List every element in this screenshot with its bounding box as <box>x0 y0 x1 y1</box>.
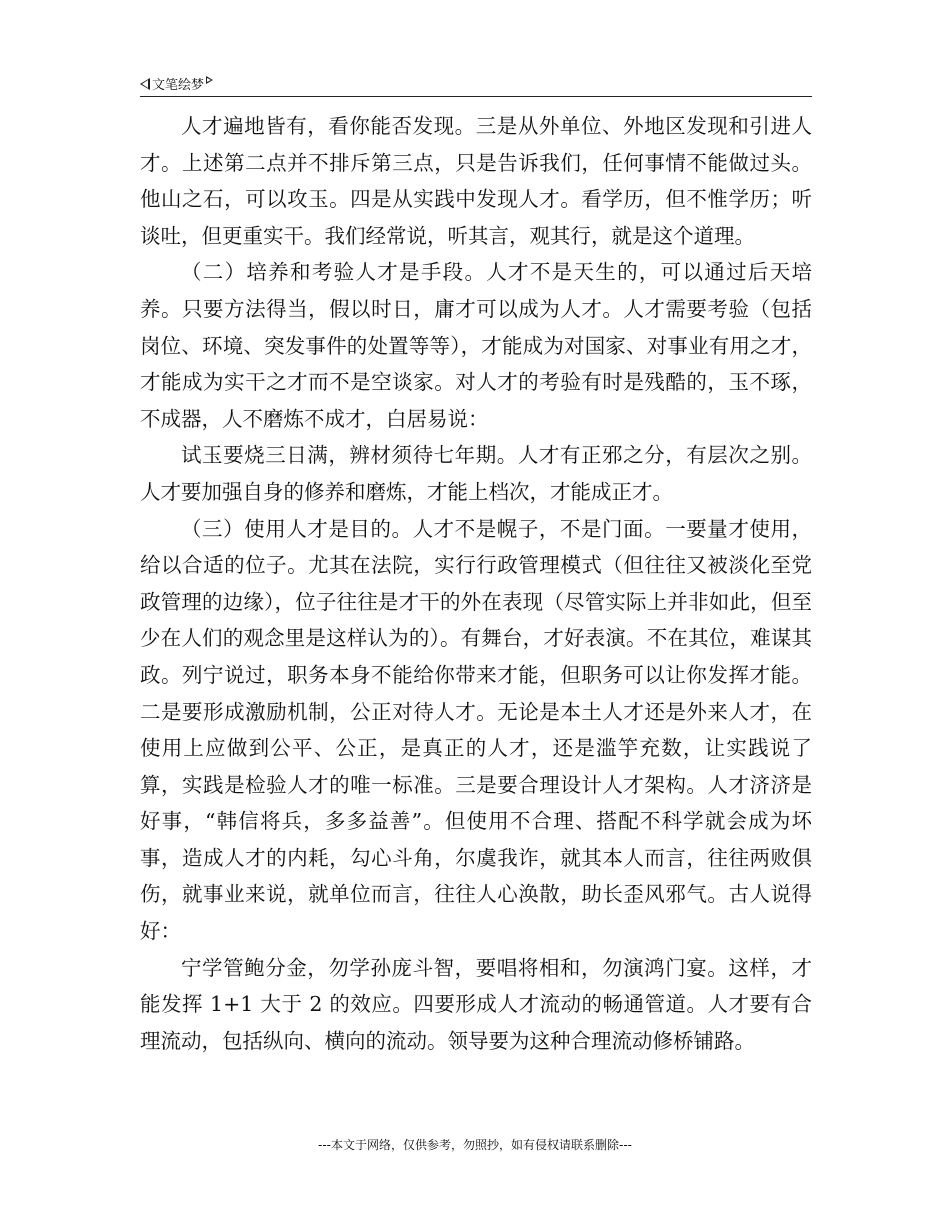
document-body <box>140 108 812 1059</box>
header-logo <box>140 74 213 93</box>
right-triangle-icon <box>206 76 213 84</box>
header-logo-text: 文笔绘梦 <box>152 78 205 93</box>
paragraph-3: 试玉要烧三日满，辨材须待七年期。人才有正邪之分，有层次之别。人才要加强自身的修养和磨炼，才能上档次，才能成正才。 <box>140 443 812 504</box>
paragraph-4: （三）使用人才是目的。人才不是幌子，不是门面。一要量才使用，给以合适的位子。尤其在法院，实行行政管理模式（但往往又被淡化至党政管理的边缘），位子往往是才干的外在表现（尽管实际上并非如此，但至少在人们的观念里是这样认为的）。有舞台，才好表演。不在其位，难谋其政。列宁说过，职务本身不能给你带来才能，但职务可以让你发挥才能。二是要形成激励机制，公正对待人才。无论是本土人才还是外来人才，在使用上应做到公平、公正，是真正的人才，还是滥竽充数，让实践说了算，实践是检验人才的唯一标准。三是要合理设计人才架构。人才济济是好事，“韩信将兵，多多益善”。但使用不合理、搭配不科学就会成为坏事，造成人才的内耗，勾心斗角，尔虞我诈，就其本人而言，往往两败俱伤，就事业来说，就单位而言，往往人心涣散，助长歪风邪气。古人说得好： <box>140 516 812 944</box>
paragraph-1: 人才遍地皆有，看你能否发现。三是从外单位、外地区发现和引进人才。上述第二点并不排斥第三点，只是告诉我们，任何事情不能做过头。他山之石，可以攻玉。四是从实践中发现人才。看学历，但不惟学历；听谈吐，但更重实干。我们经常说，听其言，观其行，就是这个道理。 <box>140 114 812 248</box>
paragraph-5: 宁学管鲍分金，勿学孙庞斗智，要唱将相和，勿演鸿门宴。这样，才能发挥 1+1 大于 2 的效应。四要形成人才流动的畅通管道。人才要有合理流动，包括纵向、横向的流动。领导要为这种合理流动修桥铺路。 <box>140 955 812 1053</box>
page-header <box>140 70 812 97</box>
paragraph-2: （二）培养和考验人才是手段。人才不是天生的，可以通过后天培养。只要方法得当，假以时日，庸才可以成为人才。人才需要考验（包括岗位、环境、突发事件的处置等等），才能成为对国家、对事业有用之才，才能成为实干之才而不是空谈家。对人才的考验有时是残酷的，玉不琢，不成器，人不磨炼不成才，白居易说： <box>140 260 812 431</box>
footer-notice: ---本文于网络，仅供参考，勿照抄，如有侵权请联系删除--- <box>318 1138 632 1152</box>
left-triangle-icon <box>140 78 150 90</box>
